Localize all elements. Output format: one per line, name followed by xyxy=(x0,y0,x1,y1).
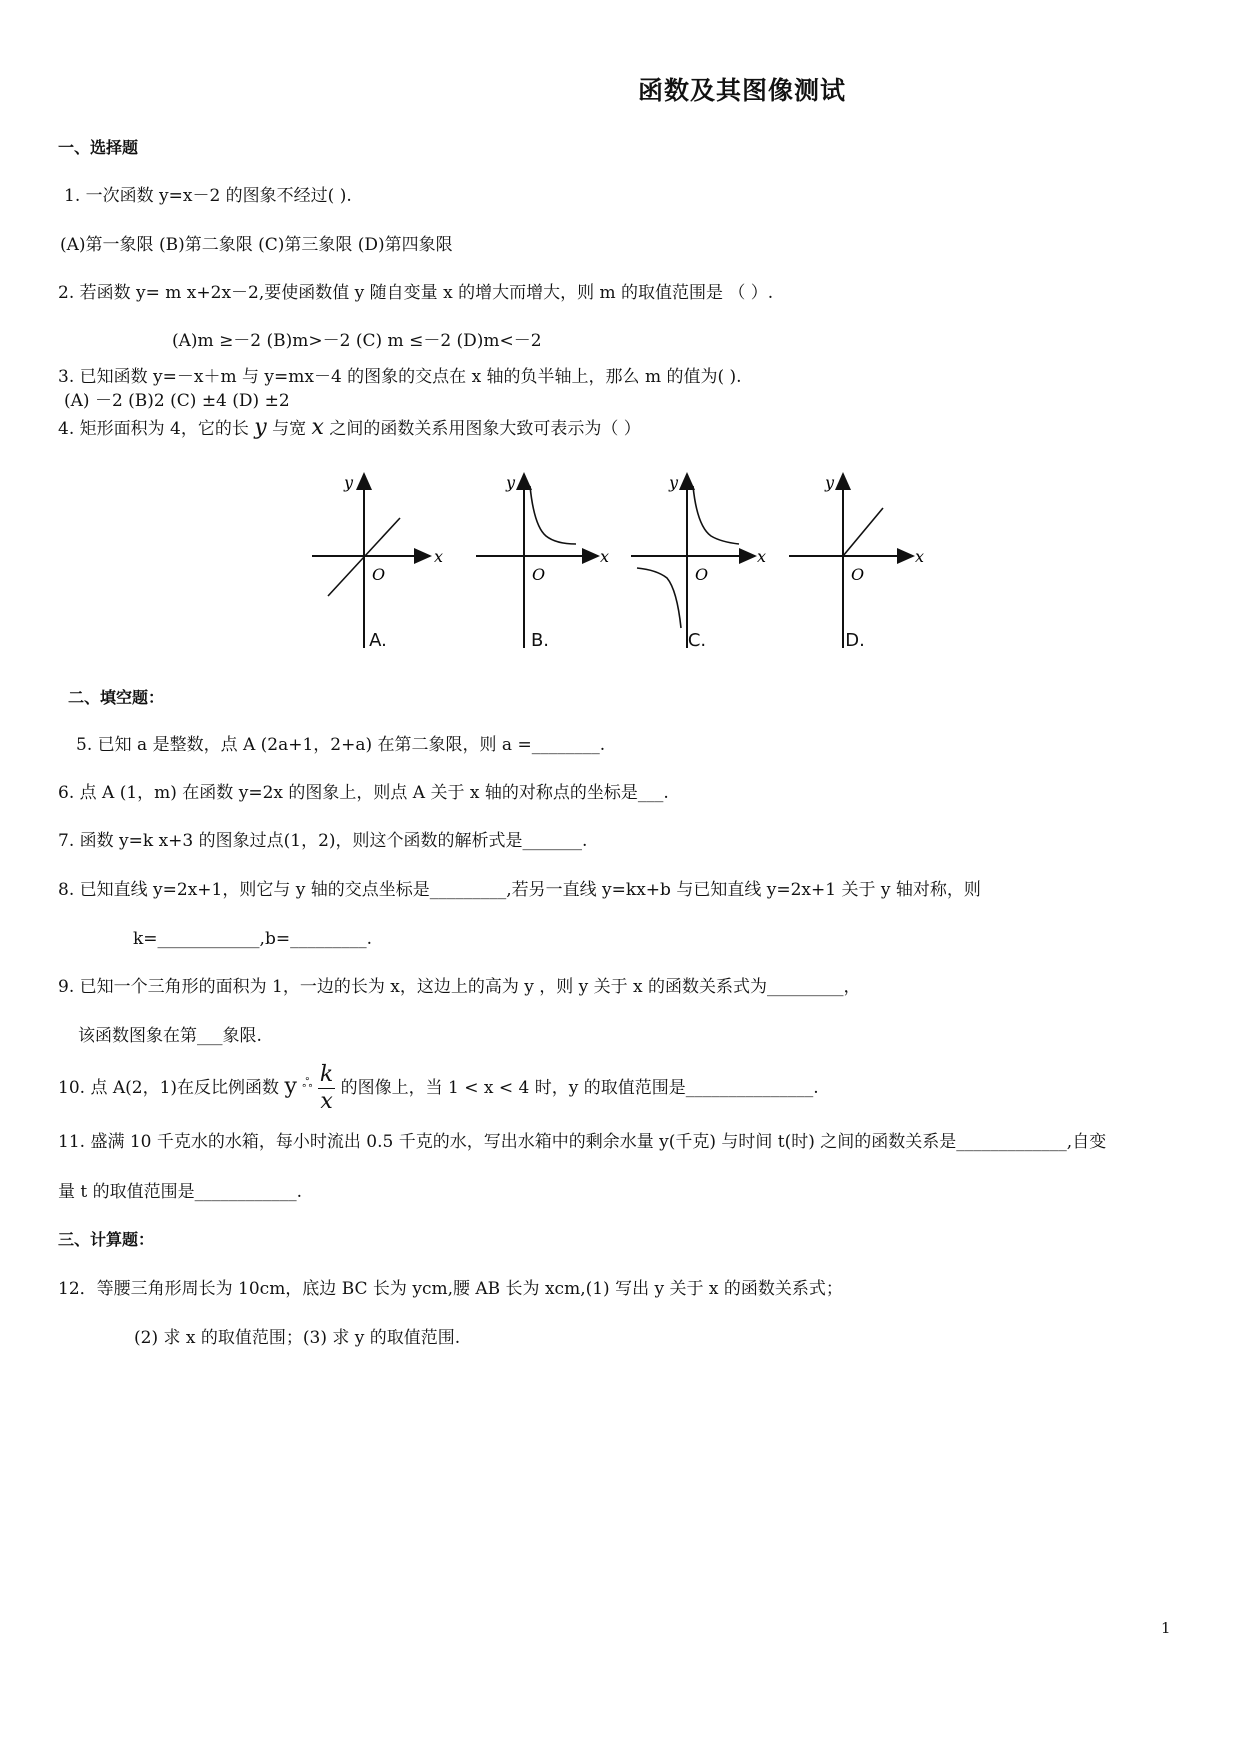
question-5: 5. 已知 a 是整数，点 A (2a+1，2+a) 在第二象限，则 a =________. xyxy=(76,735,606,755)
question-3-options: (A) －2 (B)2 (C) ±4 (D) ±2 xyxy=(64,391,290,411)
question-2-stem: 2. 若函数 y= m x+2x－2,要使函数值 y 随自变量 x 的增大而增大，则 m 的取值范围是 （ ）. xyxy=(58,283,774,303)
figure-d xyxy=(785,466,925,656)
origin-label: O xyxy=(532,565,546,584)
x-axis-label: x xyxy=(600,547,610,566)
question-11-line-1: 11. 盛满 10 千克水的水箱，每小时流出 0.5 千克的水，写出水箱中的剩余水量 y(千克) 与时间 t(时) 之间的函数关系是_____________,自变 xyxy=(58,1132,1107,1152)
figure-d-label: D. xyxy=(845,630,865,651)
question-10-fraction xyxy=(318,1064,335,1113)
fraction-denominator: x xyxy=(320,1089,333,1114)
question-2-options: (A)m ≥－2 (B)m>－2 (C) m ≤－2 (D)m<－2 xyxy=(172,331,542,351)
question-4-var-y: y xyxy=(254,415,267,440)
y-axis-label: y xyxy=(669,473,679,492)
question-8-line-1: 8. 已知直线 y=2x+1，则它与 y 轴的交点坐标是_________,若另一直线 y=kx+b 与已知直线 y=2x+1 关于 y 轴对称，则 xyxy=(58,880,981,900)
x-axis-label: x xyxy=(915,547,925,566)
question-10-suffix: 的图像上，当 1 < x < 4 时，y 的取值范围是_______________. xyxy=(340,1078,819,1098)
question-12-line-2: (2) 求 x 的取值范围；(3) 求 y 的取值范围. xyxy=(134,1328,461,1348)
question-10-eq: ஃ xyxy=(302,1076,313,1091)
question-4-var-x: x xyxy=(311,415,324,440)
y-axis-label: y xyxy=(506,473,516,492)
fraction-numerator: k xyxy=(319,1062,334,1087)
figure-c-label: C. xyxy=(687,630,707,651)
section-heading-fill: 二、填空题： xyxy=(68,688,165,707)
curve-hyperbola xyxy=(530,486,576,544)
question-10-prefix: 10. 点 A(2，1)在反比例函数 xyxy=(58,1078,280,1098)
figure-a xyxy=(308,466,448,656)
question-10-y: y xyxy=(284,1074,297,1099)
y-axis-label: y xyxy=(344,473,354,492)
question-9-line-1: 9. 已知一个三角形的面积为 1，一边的长为 x，这边上的高为 y ，则 y 关于 x 的函数关系式为_________， xyxy=(58,977,861,997)
section-heading-choice: 一、选择题 xyxy=(58,138,139,157)
question-10 xyxy=(58,1064,819,1113)
curve-ray xyxy=(843,508,883,556)
question-3-stem: 3. 已知函数 y=－x＋m 与 y=mx－4 的图象的交点在 x 轴的负半轴上，那么 m 的值为( ). xyxy=(58,367,742,387)
question-12-line-1: 12．等腰三角形周长为 10cm，底边 BC 长为 ycm,腰 AB 长为 xcm,(1) 写出 y 关于 x 的函数关系式； xyxy=(58,1279,843,1299)
x-axis-label: x xyxy=(434,547,444,566)
figure-b xyxy=(470,466,610,656)
question-8-line-2: k=____________,b=_________. xyxy=(133,929,372,949)
question-6: 6. 点 A (1，m) 在函数 y=2x 的图象上，则点 A 关于 x 轴的对称点的坐标是___. xyxy=(58,783,669,803)
section-heading-calc: 三、计算题： xyxy=(58,1230,155,1249)
origin-label: O xyxy=(372,565,386,584)
question-9-line-2: 该函数图象在第___象限. xyxy=(78,1026,262,1046)
page-number: 1 xyxy=(1161,1619,1171,1637)
curve-hyperbola-q3 xyxy=(637,568,681,628)
question-4-stem-c: 之间的函数关系用图象大致可表示为（ ） xyxy=(329,419,641,439)
curve-hyperbola-q1 xyxy=(693,486,739,544)
question-4-stem xyxy=(58,415,641,441)
origin-label: O xyxy=(695,565,709,584)
figure-b-label: B. xyxy=(530,630,550,651)
figure-a-label: A. xyxy=(369,630,387,651)
question-11-line-2: 量 t 的取值范围是____________. xyxy=(58,1182,303,1202)
origin-label: O xyxy=(851,565,865,584)
question-1-stem: 1. 一次函数 y=x－2 的图象不经过( ). xyxy=(64,186,352,206)
x-axis-label: x xyxy=(757,547,767,566)
question-4-stem-a: 4. 矩形面积为 4，它的长 xyxy=(58,419,249,439)
figure-c xyxy=(627,466,767,656)
question-7: 7. 函数 y=k x+3 的图象过点(1，2)，则这个函数的解析式是_______. xyxy=(58,831,588,851)
y-axis-label: y xyxy=(825,473,835,492)
page-title: 函数及其图像测试 xyxy=(638,76,847,105)
question-1-options: (A)第一象限 (B)第二象限 (C)第三象限 (D)第四象限 xyxy=(60,235,453,255)
question-4-stem-b: 与宽 xyxy=(272,419,307,439)
